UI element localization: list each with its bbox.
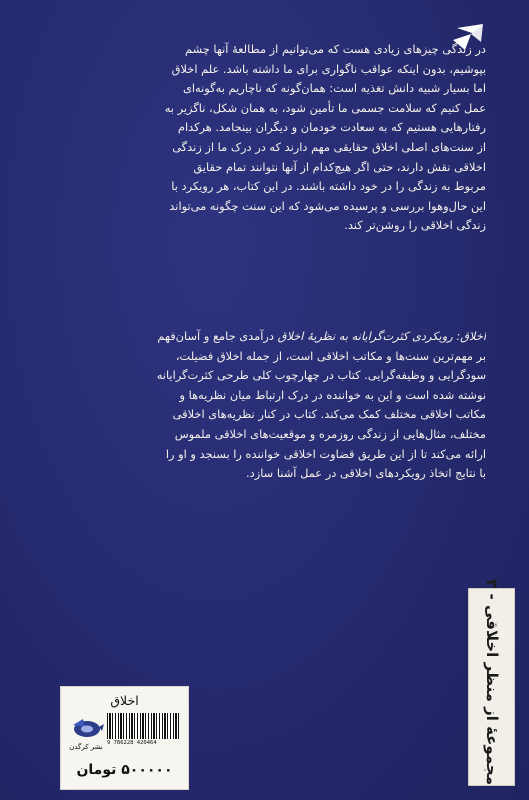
description-line: مکاتب اخلاقی مختلف کمک می‌کند. کتاب در کنار نظریه‌های اخلاقی (172, 407, 486, 422)
description-line-rest: درآمدی جامع و آسان‌فهم (157, 329, 278, 343)
description-line: عمل کنیم که سلامت جسمی ما تأمین شود، به همان شکل، ناگزیر به (164, 100, 486, 115)
description-line: اخلاقی نقش دارند، حتی اگر هیچ‌کدام از آنها نتوانند تمام حقایق (193, 159, 486, 174)
description-line: ارائه می‌کند تا از این طریق قضاوت اخلاقی خواننده را بسنجد و او را (165, 446, 486, 461)
description-line: این حال‌وهوا بررسی و پرسیده می‌شود که این سنت چگونه می‌تواند (169, 198, 486, 213)
description-line: رفتارهایی هستیم که به سعادت خودمان و دیگران بینجامد. هرکدام (177, 120, 486, 135)
price-sticker (60, 686, 189, 790)
series-label: مجموعهٔ از منظر اخلاقی - ۳ (483, 579, 501, 785)
description-line: با نتایج اتخاذ رویکردهای اخلاقی در عمل آشنا سازد. (246, 466, 486, 481)
description-line: مختلف، مثال‌هایی از زندگی روزمره و موقعیت‌های اخلاقی ملموس (174, 426, 486, 441)
publisher-name: نشر کرگدن (69, 743, 103, 751)
description-line: در زندگی چیزهای زیادی هست که می‌توانیم از مطالعهٔ آنها چشم (184, 42, 486, 56)
description-line: سودگرایی و وظیفه‌گرایی. کتاب در چهارچوب کلی طرحی کثرت‌گرایانه (156, 368, 486, 383)
book-title-italic: اخلاق: رویکردی کثرت‌گرایانه به نظریهٔ اخلاق (277, 329, 486, 343)
description-line: نوشته شده است و این به خواننده در درک ارتباط میان نظریه‌ها و (179, 387, 486, 402)
price-label: ۵۰۰۰۰۰ تومان (76, 762, 173, 778)
description-line (38, 327, 486, 347)
isbn-number: 9 786228 420464 (107, 740, 157, 746)
description-line: زندگی اخلاقی را روشن‌تر کند. (344, 218, 486, 233)
bird-logo-icon (69, 715, 105, 741)
description-paragraph-1 (38, 40, 486, 236)
description-paragraph-2 (38, 327, 486, 484)
description-line: مربوط به زندگی را در خود داشته باشند. در این کتاب، هر رویکرد با (171, 179, 486, 194)
description-line: بر مهم‌ترین سنت‌ها و مکاتب اخلاقی است، از جمله اخلاق فضیلت، (175, 348, 486, 363)
description-line: اما بسیار شبیه دانش تغذیه است: همان‌گونه که ناچاریم به‌گونه‌ای (182, 81, 486, 96)
barcode (107, 713, 179, 739)
description-line: بپوشیم، بدون اینکه عواقب ناگواری برای ما داشته باشد. علم اخلاق (171, 61, 486, 76)
sticker-title: اخلاق (110, 693, 139, 708)
description-line: از سنت‌های اصلی اخلاق حقایقی مهم دارند که در درک ما از زندگی (172, 139, 486, 154)
series-label-box (468, 579, 515, 786)
